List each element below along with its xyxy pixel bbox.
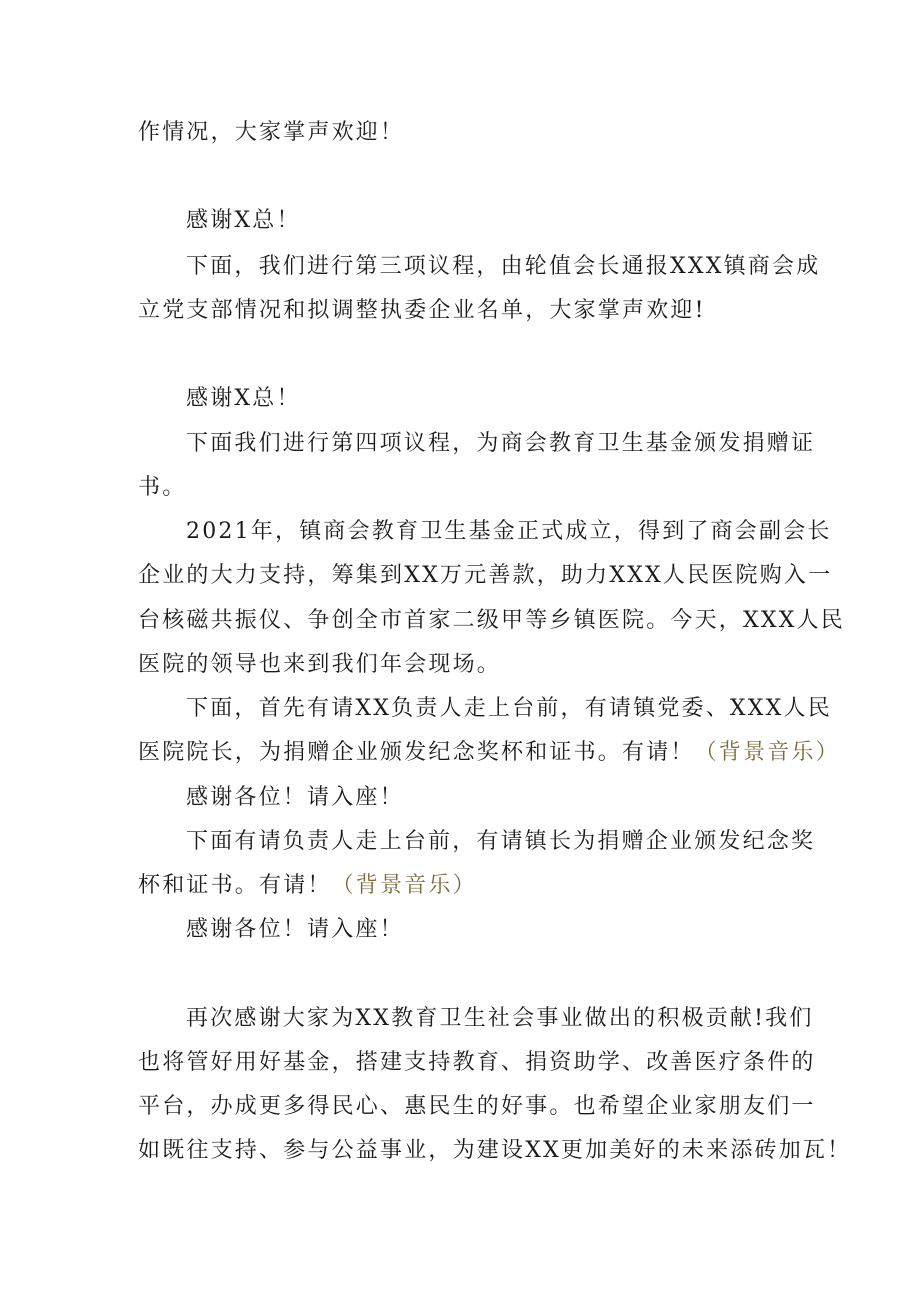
text-line: 下面有请负责人走上台前，有请镇长为捐赠企业颁发纪念奖 bbox=[186, 829, 816, 854]
text-line: 医院的领导也来到我们年会现场。 bbox=[138, 652, 502, 677]
text-line: 感谢各位！请入座！ bbox=[186, 917, 404, 942]
text-line: 感谢X总！ bbox=[186, 208, 301, 233]
text-line: 平台，办成更多得民心、惠民生的好事。也希望企业家朋友们一 bbox=[138, 1094, 816, 1119]
text-line: 作情况，大家掌声欢迎！ bbox=[138, 120, 405, 145]
text-line: 感谢各位！请入座！ bbox=[186, 785, 404, 810]
text-line-body: 杯和证书。有请！ bbox=[138, 873, 332, 898]
text-line: 也将管好用好基金，搭建支持教育、捐资助学、改善医疗条件的 bbox=[138, 1050, 816, 1075]
text-line: 立党支部情况和拟调整执委企业名单，大家掌声欢迎! bbox=[138, 298, 706, 323]
background-music-note: （背景音乐） bbox=[331, 873, 477, 898]
text-line-body: 医院院长，为捐赠企业颁发纪念奖杯和证书。有请！ bbox=[138, 740, 695, 765]
text-line: 2021年，镇商会教育卫生基金正式成立，得到了商会副会长 bbox=[186, 519, 832, 544]
text-line: 企业的大力支持，筹集到XX万元善款，助力XXX人民医院购入一 bbox=[138, 563, 833, 588]
text-line: 感谢X总！ bbox=[186, 386, 301, 411]
text-line: 再次感谢大家为XX教育卫生社会事业做出的积极贡献!我们 bbox=[186, 1006, 814, 1031]
text-line: 下面，首先有请XX负责人走上台前，有请镇党委、XXX人民 bbox=[186, 696, 832, 721]
text-line: 下面，我们进行第三项议程，由轮值会长通报XXX镇商会成 bbox=[186, 254, 821, 279]
text-line bbox=[138, 871, 477, 901]
text-line bbox=[138, 738, 840, 768]
text-line: 下面我们进行第四项议程，为商会教育卫生基金颁发捐赠证 bbox=[186, 431, 816, 456]
text-line: 书。 bbox=[138, 475, 187, 500]
text-line: 台核磁共振仪、争创全市首家二级甲等乡镇医院。今天，XXX人民 bbox=[138, 608, 845, 633]
text-line: 如既往支持、参与公益事业，为建设XX更加美好的未来添砖加瓦！ bbox=[138, 1138, 852, 1163]
background-music-note: （背景音乐） bbox=[694, 740, 840, 765]
